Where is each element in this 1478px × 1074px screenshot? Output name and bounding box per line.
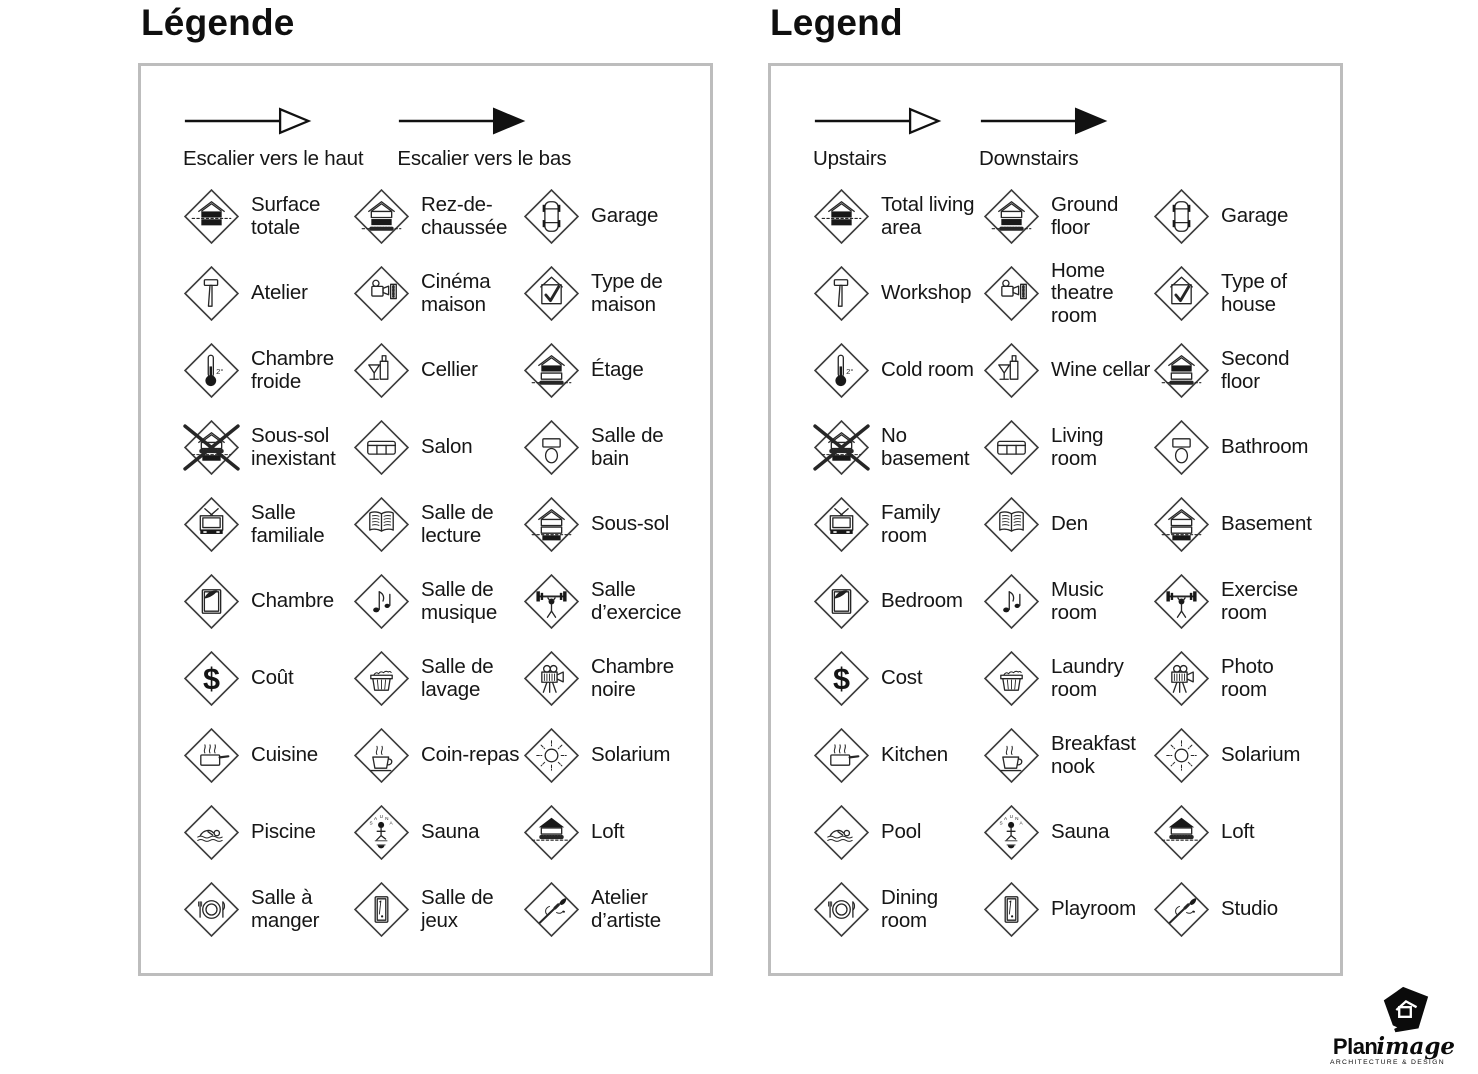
legend-item-label: Piscine [251,820,316,844]
brand-image-text: image [1376,1033,1456,1060]
legend-item [183,881,353,938]
book-icon [353,496,410,553]
legend-item-label: Atelier [251,281,308,305]
dollar-icon [183,650,240,707]
planimage-logo-icon [1374,985,1436,1039]
planimage-tagline: ARCHITECTURE & DESIGN [1330,1059,1445,1066]
legend-item-label: Salle de jeux [421,886,494,932]
legend-item [353,496,523,553]
legend-item [353,188,523,245]
legend-item [183,419,353,476]
legend-item-label: Chambre [251,589,334,613]
legend-item [983,881,1153,938]
svg-text:N: N [1015,815,1019,821]
legend-title-english: Legend [770,2,903,43]
book-icon [983,496,1040,553]
bed-icon [813,573,870,630]
legend-item [1153,650,1323,707]
projector-icon [353,265,410,322]
camera-icon [523,650,580,707]
svg-text:A: A [373,815,378,821]
legend-item [1153,573,1323,630]
legend-item [183,496,353,553]
house-second-icon [1153,342,1210,399]
swimmer-icon [813,804,870,861]
legend-item-label: Ground floor [1051,193,1119,239]
legend-item-label: Salon [421,435,473,459]
svg-text:U: U [1009,813,1014,819]
thermometer-icon [813,342,870,399]
legend-item-label: Cold room [881,358,974,382]
house-basement-icon [1153,496,1210,553]
legend-item-label: Kitchen [881,743,948,767]
car-icon [1153,188,1210,245]
legend-item-label: Breakfast nook [1051,732,1136,778]
stairs-down-arrow-icon [979,92,1111,143]
laundry-icon [353,650,410,707]
stair-arrows-row [183,92,710,172]
legend-item-label: Dining room [881,886,938,932]
dollar-icon [813,650,870,707]
legend-item-label: Salle à manger [251,886,320,932]
legend-item [523,881,693,938]
laundry-icon [983,650,1040,707]
legend-item [353,265,523,322]
legend-item-label: Loft [1221,820,1255,844]
legend-item-label: Second floor [1221,347,1290,393]
legend-item [983,650,1153,707]
brand-plan-text: Plan [1332,1034,1378,1059]
house-crossed-icon [813,419,870,476]
legend-item [1153,804,1323,861]
legend-item-label: Type of house [1221,270,1287,316]
arrow-label: Escalier vers le haut [183,147,364,170]
legend-item [1153,496,1323,553]
sofa-icon [353,419,410,476]
pot-icon [183,727,240,784]
hammer-icon [183,265,240,322]
bed-icon [183,573,240,630]
legend-item-label: No basement [881,424,970,470]
legend-item-label: Den [1051,512,1089,536]
legend-panel-english [768,63,1343,976]
legend-item-label: Sous-sol [591,512,670,536]
cup-icon [353,727,410,784]
legend-item-label: Sauna [421,820,480,844]
legend-item-label: Family room [881,501,941,547]
thermometer-icon [183,342,240,399]
legend-item-label: Music room [1051,578,1104,624]
arrow-label: Downstairs [979,147,1079,170]
legend-item [353,573,523,630]
legend-item [1153,265,1323,322]
legend-item [523,727,693,784]
svg-text:$: $ [833,662,850,697]
svg-text:A: A [1019,820,1023,826]
legend-item-label: Cuisine [251,743,318,767]
music-icon [353,573,410,630]
legend-item [1153,342,1323,399]
legend-item [983,419,1153,476]
planimage-brand [1316,1035,1472,1058]
legend-item [813,573,983,630]
weights-icon [523,573,580,630]
legend-item [353,727,523,784]
legend-item [183,342,353,399]
legend-item-label: Étage [591,358,644,382]
arrow-legend-item [397,92,571,171]
arrow-label: Escalier vers le bas [397,147,572,170]
tv-icon [183,496,240,553]
legend-item-label: Sauna [1051,820,1110,844]
legend-item [983,804,1153,861]
legend-item-label: Cinéma maison [421,270,491,316]
sun-icon [1153,727,1210,784]
house-check-icon [523,265,580,322]
sauna-icon [983,804,1040,861]
brush-icon [523,881,580,938]
stairs-up-arrow-icon [813,92,945,143]
svg-text:U: U [379,813,384,819]
legend-item-label: Cost [881,666,923,690]
legend-item [523,419,693,476]
car-icon [523,188,580,245]
house-total-icon [813,188,870,245]
legend-item [523,573,693,630]
svg-text:A: A [389,820,393,826]
legend-item [983,573,1153,630]
house-ground-icon [353,188,410,245]
legend-item [183,573,353,630]
toilet-icon [1153,419,1210,476]
legend-item-label: Type de maison [591,270,663,316]
legend-item-label: Solarium [1221,743,1301,767]
legend-panel-french [138,63,713,976]
swimmer-icon [183,804,240,861]
wine-icon [353,342,410,399]
legend-item-label: Salle de bain [591,424,664,470]
legend-item [983,496,1153,553]
house-crossed-icon [183,419,240,476]
legend-item [353,419,523,476]
legend-item-label: Wine cellar [1051,358,1151,382]
legend-item [983,188,1153,245]
legend-item [523,342,693,399]
legend-grid [813,178,1340,948]
legend-item-label: Salle de lecture [421,501,494,547]
hammer-icon [813,265,870,322]
house-total-icon [183,188,240,245]
legend-item [353,342,523,399]
legend-item [353,881,523,938]
house-ground-icon [983,188,1040,245]
music-icon [983,573,1040,630]
legend-item-label: Playroom [1051,897,1136,921]
legend-item-label: Salle familiale [251,501,325,547]
sun-icon [523,727,580,784]
sauna-icon [353,804,410,861]
legend-item-label: Workshop [881,281,972,305]
stair-arrows-row [813,92,1340,172]
svg-text:A: A [1003,815,1008,821]
legend-item-label: Loft [591,820,625,844]
svg-text:2°: 2° [846,367,854,377]
stairs-down-arrow-icon [397,92,571,143]
legend-item-label: Basement [1221,512,1312,536]
legend-item [523,265,693,322]
wine-icon [983,342,1040,399]
legend-item-label: Laundry room [1051,655,1124,701]
house-loft-icon [1153,804,1210,861]
legend-item-label: Solarium [591,743,671,767]
legend-item [523,496,693,553]
legend-item-label: Sous-sol inexistant [251,424,336,470]
house-second-icon [523,342,580,399]
legend-item-label: Atelier d’artiste [591,886,661,932]
legend-item [353,650,523,707]
legend-item-label: Salle d’exercice [591,578,682,624]
legend-item-label: Cellier [421,358,478,382]
legend-item-label: Exercise room [1221,578,1299,624]
legend-item-label: Bathroom [1221,435,1309,459]
legend-title-french: Légende [141,2,295,43]
weights-icon [1153,573,1210,630]
legend-item [813,727,983,784]
legend-item-label: Bedroom [881,589,963,613]
house-basement-icon [523,496,580,553]
arrow-label: Upstairs [813,147,887,170]
legend-item [1153,881,1323,938]
legend-item-label: Home theatre room [1051,259,1114,327]
pool-table-icon [983,881,1040,938]
legend-item [813,881,983,938]
legend-item [523,650,693,707]
arrow-legend-item [813,92,945,171]
tv-icon [813,496,870,553]
legend-item-label: Chambre froide [251,347,334,393]
legend-item [523,804,693,861]
legend-item [183,804,353,861]
legend-item [813,265,983,322]
legend-item [353,804,523,861]
svg-text:S: S [999,820,1003,826]
legend-item-label: Surface totale [251,193,321,239]
svg-text:$: $ [203,662,220,697]
planimage-logo [1316,985,1472,1066]
house-loft-icon [523,804,580,861]
projector-icon [983,265,1040,322]
legend-item-label: Chambre noire [591,655,674,701]
legend-item-label: Studio [1221,897,1278,921]
legend-item-label: Pool [881,820,922,844]
legend-item [983,727,1153,784]
legend-item-label: Coût [251,666,294,690]
legend-item [983,260,1153,326]
legend-item [183,265,353,322]
legend-item [1153,727,1323,784]
legend-item [523,188,693,245]
pool-table-icon [353,881,410,938]
legend-item-label: Salle de lavage [421,655,494,701]
legend-grid [183,178,710,948]
legend-item [183,727,353,784]
plate-icon [183,881,240,938]
legend-item-label: Photo room [1221,655,1274,701]
legend-item [1153,419,1323,476]
legend-item [183,188,353,245]
plate-icon [813,881,870,938]
legend-item [813,496,983,553]
sofa-icon [983,419,1040,476]
brush-icon [1153,881,1210,938]
legend-item [1153,188,1323,245]
svg-text:2°: 2° [216,367,224,377]
legend-item-label: Salle de musique [421,578,498,624]
legend-item [813,650,983,707]
arrow-legend-item [183,92,363,171]
legend-item [813,419,983,476]
legend-item-label: Garage [1221,204,1289,228]
legend-item [813,342,983,399]
stairs-up-arrow-icon [183,92,363,143]
legend-item-label: Garage [591,204,659,228]
arrow-legend-item [979,92,1111,171]
legend-item [813,188,983,245]
legend-item-label: Total living area [881,193,975,239]
svg-text:S: S [369,820,373,826]
legend-item [183,650,353,707]
svg-text:N: N [385,815,389,821]
legend-item [813,804,983,861]
legend-item [983,342,1153,399]
cup-icon [983,727,1040,784]
legend-item-label: Coin-repas [421,743,520,767]
toilet-icon [523,419,580,476]
pot-icon [813,727,870,784]
house-check-icon [1153,265,1210,322]
legend-item-label: Living room [1051,424,1104,470]
legend-item-label: Rez-de-chaussée [421,193,508,239]
camera-icon [1153,650,1210,707]
